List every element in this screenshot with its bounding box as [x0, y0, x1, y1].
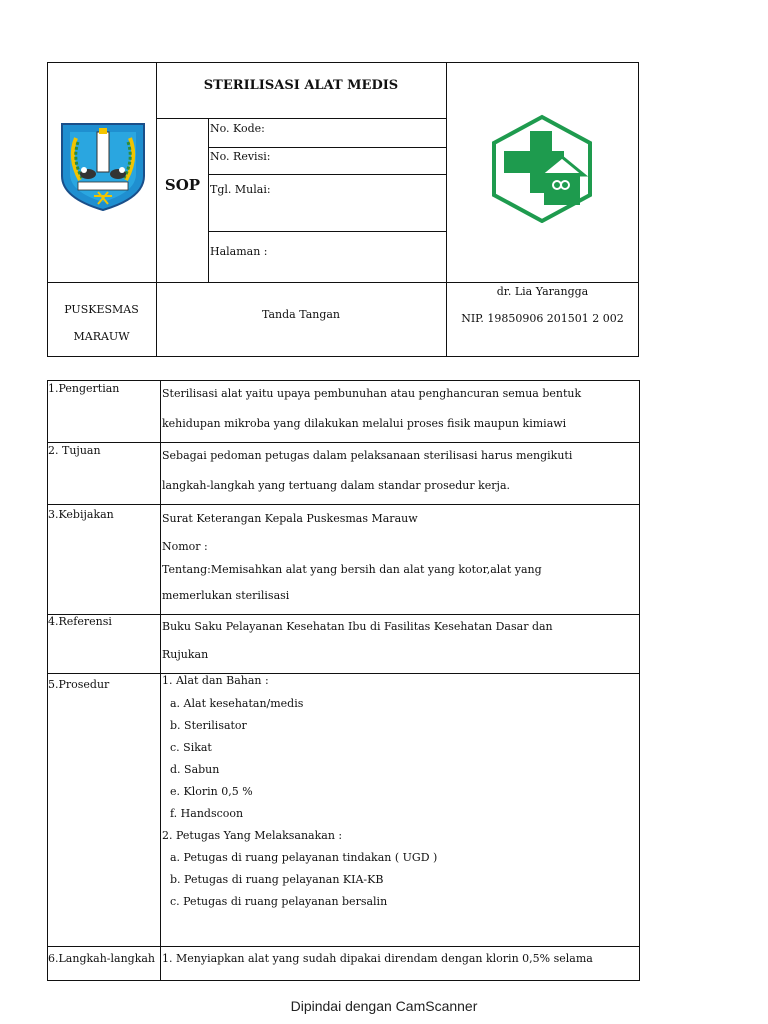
kebijakan-line: Surat Keterangan Kepala Puskesmas Marauw	[162, 512, 418, 525]
document-title: STERILISASI ALAT MEDIS	[203, 78, 399, 93]
prosedur-line: d. Sabun	[170, 763, 220, 776]
prosedur-line: c. Sikat	[170, 741, 212, 754]
signer-name: dr. Lia Yarangga	[496, 285, 589, 298]
sop-label: SOP	[164, 176, 201, 194]
pengertian-line: kehidupan mikroba yang dilakukan melalui proses fisik maupun kimiawi	[162, 417, 567, 430]
row-divider	[47, 504, 640, 505]
row-divider	[47, 614, 640, 615]
org-name-line2: MARAUW	[73, 330, 130, 343]
referensi-line: Rujukan	[162, 648, 209, 661]
field-no-kode: No. Kode:	[210, 122, 265, 135]
label-column-divider	[160, 380, 161, 981]
field-no-revisi: No. Revisi:	[210, 150, 271, 163]
field-tgl-mulai: Tgl. Mulai:	[210, 183, 271, 196]
section-label-referensi: 4.Referensi	[48, 615, 112, 628]
langkah-line: 1. Menyiapkan alat yang sudah dipakai direndam dengan klorin 0,5% selama	[162, 952, 593, 965]
prosedur-line: a. Alat kesehatan/medis	[170, 697, 304, 710]
section-label-tujuan: 2. Tujuan	[48, 444, 101, 457]
section-label-kebijakan: 3.Kebijakan	[48, 508, 114, 521]
kebijakan-line: Tentang:Memisahkan alat yang bersih dan alat yang kotor,alat yang	[162, 563, 542, 576]
prosedur-line: f. Handscoon	[170, 807, 244, 820]
signature-label: Tanda Tangan	[261, 308, 341, 321]
section-label-langkah: 6.Langkah-langkah	[48, 952, 156, 965]
row-divider	[47, 673, 640, 674]
org-name-line1: PUSKESMAS	[64, 303, 139, 316]
prosedur-line: a. Petugas di ruang pelayanan tindakan ( UGD )	[170, 851, 438, 864]
tujuan-line: Sebagai pedoman petugas dalam pelaksanaan sterilisasi harus mengikuti	[162, 449, 573, 462]
scanner-watermark: Dipindai dengan CamScanner	[290, 998, 478, 1014]
section-label-pengertian: 1.Pengertian	[48, 382, 120, 395]
header-divider	[208, 174, 446, 175]
puskesmas-logo	[486, 113, 598, 223]
prosedur-line: c. Petugas di ruang pelayanan bersalin	[170, 895, 388, 908]
header-divider	[208, 118, 209, 282]
section-label-prosedur: 5.Prosedur	[48, 678, 110, 691]
kebijakan-line: Nomor :	[162, 540, 208, 553]
header-divider	[208, 147, 446, 148]
signer-nip: NIP. 19850906 201501 2 002	[461, 312, 624, 325]
header-divider	[47, 282, 639, 283]
prosedur-line: 1. Alat dan Bahan :	[162, 674, 269, 687]
referensi-line: Buku Saku Pelayanan Kesehatan Ibu di Fasilitas Kesehatan Dasar dan	[162, 620, 553, 633]
field-halaman: Halaman :	[210, 245, 268, 258]
prosedur-line: b. Petugas di ruang pelayanan KIA-KB	[170, 873, 384, 886]
row-divider	[47, 946, 640, 947]
content-table	[47, 380, 640, 981]
regional-emblem-logo	[58, 118, 148, 214]
header-divider	[208, 231, 446, 232]
tujuan-line: langkah-langkah yang tertuang dalam standar prosedur kerja.	[162, 479, 511, 492]
prosedur-line: e. Klorin 0,5 %	[170, 785, 253, 798]
prosedur-line: 2. Petugas Yang Melaksanakan :	[162, 829, 343, 842]
row-divider	[47, 442, 640, 443]
header-divider	[156, 118, 446, 119]
kebijakan-line: memerlukan sterilisasi	[162, 589, 290, 602]
pengertian-line: Sterilisasi alat yaitu upaya pembunuhan atau penghancuran semua bentuk	[162, 387, 582, 400]
prosedur-line: b. Sterilisator	[170, 719, 247, 732]
